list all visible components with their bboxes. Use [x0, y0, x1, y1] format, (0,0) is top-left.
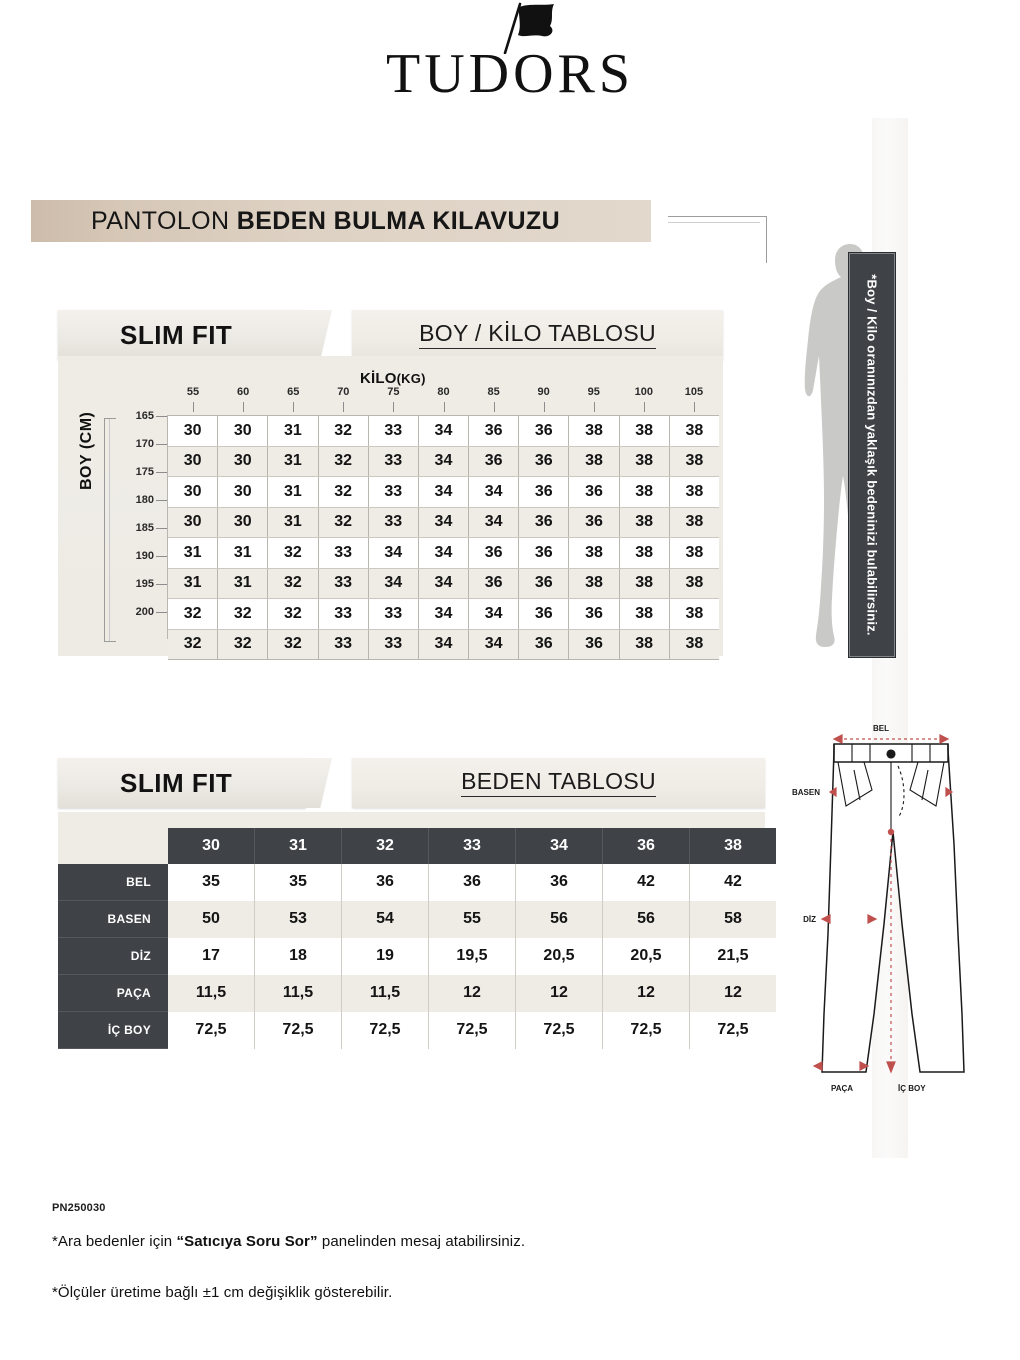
measurements-table: [58, 828, 776, 1049]
table-row: [168, 507, 719, 538]
size-cell: 33: [368, 507, 418, 538]
size-cell: 38: [669, 599, 719, 630]
table-header-row: [58, 828, 776, 864]
size-cell: 32: [318, 416, 368, 446]
size-cell: 30: [168, 416, 218, 446]
size-cell: 34: [418, 538, 468, 569]
size-cell: 30: [218, 446, 268, 477]
size-cell: 36: [519, 538, 569, 569]
size-cell: 36: [469, 446, 519, 477]
size-cell: 34: [469, 477, 519, 508]
page-title-banner: [31, 200, 651, 242]
size-cell: 32: [168, 599, 218, 630]
measure-label: PAÇA: [58, 975, 168, 1012]
kilo-axis-label: [360, 370, 426, 387]
boy-tick-180: 180: [135, 494, 154, 506]
size-cell: 38: [619, 599, 669, 630]
size-cell: 38: [619, 416, 669, 446]
size-cell: 31: [268, 507, 318, 538]
boy-axis-bracket: [104, 418, 116, 642]
section2-fit-tab: [58, 758, 306, 808]
size-column-header: 36: [603, 828, 690, 864]
measure-value: 72,5: [690, 1012, 777, 1049]
pants-label-diz: DİZ: [803, 915, 816, 924]
size-cell: 32: [268, 538, 318, 569]
size-cell: 31: [268, 416, 318, 446]
size-cell: 31: [168, 538, 218, 569]
kilo-tickmark: [293, 402, 294, 412]
measure-label: BEL: [58, 864, 168, 901]
table-row: [58, 901, 776, 938]
measure-value: 54: [342, 901, 429, 938]
measure-value: 36: [342, 864, 429, 901]
size-cell: 31: [218, 568, 268, 599]
boy-tick-labels: [118, 410, 154, 638]
boy-tick-190: 190: [135, 550, 154, 562]
measure-value: 42: [690, 864, 777, 901]
kilo-tick-75: 75: [387, 386, 400, 398]
size-cell: 30: [168, 446, 218, 477]
boy-axis-label: BOY (CM): [78, 411, 95, 490]
footer-note-2: *Ölçüler üretime bağlı ±1 cm değişiklik gösterebilir.: [52, 1284, 393, 1301]
size-cell: 33: [318, 629, 368, 660]
measure-value: 19,5: [429, 938, 516, 975]
size-cell: 30: [218, 507, 268, 538]
kilo-tick-85: 85: [487, 386, 500, 398]
kilo-tick-80: 80: [437, 386, 450, 398]
kilo-tickmark: [694, 402, 695, 412]
table-row: [168, 446, 719, 477]
kilo-axis-label-text: KİLO: [360, 370, 397, 387]
size-cell: 34: [469, 507, 519, 538]
size-cell: 30: [168, 507, 218, 538]
size-cell: 33: [368, 477, 418, 508]
measure-label: İÇ BOY: [58, 1012, 168, 1049]
side-note-bar: [848, 252, 896, 658]
kilo-tickmark: [393, 402, 394, 412]
size-cell: 38: [669, 568, 719, 599]
size-cell: 38: [619, 538, 669, 569]
size-cell: 34: [418, 446, 468, 477]
measure-value: 11,5: [342, 975, 429, 1012]
table-row: [58, 975, 776, 1012]
measure-value: 42: [603, 864, 690, 901]
boy-tick-195: 195: [135, 578, 154, 590]
kilo-tick-marks: [131, 402, 719, 412]
size-cell: 30: [168, 477, 218, 508]
brand-name: TUDORS: [385, 43, 635, 105]
footer-note-1: [52, 1233, 752, 1250]
kilo-tick-100: 100: [634, 386, 654, 398]
size-cell: 32: [218, 629, 268, 660]
footer-note-1-bold: “Satıcıya Soru Sor”: [176, 1233, 318, 1250]
measure-value: 20,5: [516, 938, 603, 975]
size-cell: 36: [569, 477, 619, 508]
table-row: [168, 568, 719, 599]
measure-value: 12: [603, 975, 690, 1012]
size-cell: 38: [669, 477, 719, 508]
size-cell: 32: [318, 507, 368, 538]
size-cell: 34: [368, 538, 418, 569]
size-cell: 36: [469, 538, 519, 569]
measure-value: 20,5: [603, 938, 690, 975]
size-cell: 36: [469, 416, 519, 446]
page-title-thin: PANTOLON: [91, 206, 230, 235]
table-row: [168, 477, 719, 508]
measure-value: 11,5: [168, 975, 255, 1012]
measure-value: 12: [690, 975, 777, 1012]
size-cell: 34: [469, 629, 519, 660]
page-title-bold: BEDEN BULMA KILAVUZU: [236, 206, 561, 235]
kilo-tickmark: [544, 402, 545, 412]
measure-value: 35: [168, 864, 255, 901]
size-cell: 33: [318, 568, 368, 599]
size-cell: 38: [569, 538, 619, 569]
size-cell: 33: [318, 538, 368, 569]
size-cell: 38: [619, 629, 669, 660]
size-cell: 34: [368, 568, 418, 599]
table-row: [168, 416, 719, 446]
side-note-text: *Boy / Kilo oranınızdan yaklaşık bedeninizi bulabilirsiniz.: [864, 274, 880, 636]
table-row: [168, 599, 719, 630]
size-cell: 32: [268, 629, 318, 660]
banner-angle-clip: [304, 758, 332, 808]
kilo-tick-labels: [131, 386, 719, 400]
measure-value: 12: [429, 975, 516, 1012]
measure-value: 72,5: [603, 1012, 690, 1049]
size-cell: 34: [418, 477, 468, 508]
footer: [52, 1202, 752, 1301]
size-cell: 31: [168, 568, 218, 599]
size-cell: 31: [268, 477, 318, 508]
boy-tick-200: 200: [135, 606, 154, 618]
kilo-tickmark: [193, 402, 194, 412]
pants-label-icboy: İÇ BOY: [898, 1084, 926, 1093]
measure-value: 19: [342, 938, 429, 975]
measure-value: 17: [168, 938, 255, 975]
size-column-header: 38: [690, 828, 777, 864]
section1-fit-label: SLIM FIT: [120, 319, 233, 350]
size-cell: 38: [669, 446, 719, 477]
section1-banner: [58, 310, 723, 360]
kilo-tickmark: [594, 402, 595, 412]
size-cell: 36: [519, 507, 569, 538]
section1-title-tab: [352, 310, 723, 360]
size-cell: 38: [669, 507, 719, 538]
kilo-tickmark: [444, 402, 445, 412]
size-cell: 31: [268, 446, 318, 477]
table-row: [58, 1012, 776, 1049]
kilo-tick-105: 105: [684, 386, 704, 398]
measure-value: 56: [603, 901, 690, 938]
footer-note-1-pre: *Ara bedenler için: [52, 1233, 177, 1250]
measure-value: 11,5: [255, 975, 342, 1012]
size-cell: 36: [519, 416, 569, 446]
measure-value: 50: [168, 901, 255, 938]
kilo-tick-60: 60: [237, 386, 250, 398]
kilo-tick-65: 65: [287, 386, 300, 398]
size-cell: 36: [469, 568, 519, 599]
size-cell: 33: [318, 599, 368, 630]
footer-note-1-post: panelinden mesaj atabilirsiniz.: [317, 1233, 526, 1250]
measure-value: 72,5: [429, 1012, 516, 1049]
size-column-header: 32: [342, 828, 429, 864]
kilo-tick-70: 70: [337, 386, 350, 398]
size-cell: 36: [519, 568, 569, 599]
measure-value: 72,5: [342, 1012, 429, 1049]
kilo-tick-90: 90: [537, 386, 550, 398]
size-cell: 34: [418, 599, 468, 630]
size-cell: 38: [569, 568, 619, 599]
flag-icon: [498, 2, 572, 54]
size-cell: 33: [368, 599, 418, 630]
size-cell: 38: [669, 416, 719, 446]
brand-logo: [0, 43, 1020, 105]
table-row: [58, 864, 776, 901]
size-cell: 36: [519, 629, 569, 660]
kilo-tick-55: 55: [186, 386, 200, 398]
section1-fit-tab: [58, 310, 306, 360]
size-cell: 38: [669, 629, 719, 660]
kilo-axis-unit: (KG): [396, 371, 426, 386]
boy-tick-185: 185: [135, 522, 154, 534]
size-cell: 32: [168, 629, 218, 660]
boy-tick-175: 175: [135, 466, 154, 478]
section2-banner: [58, 758, 765, 808]
pants-label-paca: PAÇA: [830, 1084, 854, 1093]
banner-angle-clip: [304, 310, 332, 360]
size-cell: 34: [469, 599, 519, 630]
boy-tick-170: 170: [135, 438, 154, 450]
size-cell: 32: [318, 477, 368, 508]
size-cell: 30: [218, 416, 268, 446]
pants-label-bel: BEL: [873, 724, 889, 733]
measure-label: DİZ: [58, 938, 168, 975]
kilo-tick-95: 95: [587, 386, 600, 398]
size-cell: 36: [569, 629, 619, 660]
size-cell: 38: [669, 538, 719, 569]
size-cell: 38: [619, 446, 669, 477]
measure-value: 18: [255, 938, 342, 975]
measure-value: 53: [255, 901, 342, 938]
measure-value: 72,5: [516, 1012, 603, 1049]
size-cell: 34: [418, 507, 468, 538]
measure-value: 72,5: [168, 1012, 255, 1049]
product-code: PN250030: [52, 1202, 106, 1214]
size-cell: 32: [318, 446, 368, 477]
measure-value: 21,5: [690, 938, 777, 975]
kilo-tickmark: [243, 402, 244, 412]
size-cell: 34: [418, 416, 468, 446]
size-cell: 38: [619, 477, 669, 508]
kilo-tickmark: [343, 402, 344, 412]
size-cell: 33: [368, 629, 418, 660]
kilo-tickmark: [644, 402, 645, 412]
measure-value: 72,5: [255, 1012, 342, 1049]
boy-tick-165: 165: [135, 410, 154, 422]
measure-label: BASEN: [58, 901, 168, 938]
size-cell: 32: [268, 599, 318, 630]
pants-label-basen: BASEN: [791, 788, 820, 797]
size-column-header: 31: [255, 828, 342, 864]
size-cell: 32: [218, 599, 268, 630]
measure-value: 58: [690, 901, 777, 938]
measure-value: 55: [429, 901, 516, 938]
table-row: [168, 629, 719, 660]
size-cell: 36: [519, 446, 569, 477]
table-corner-cell: [58, 828, 168, 864]
page-title: [91, 206, 561, 235]
size-cell: 32: [268, 568, 318, 599]
section1-title: BOY / KİLO TABLOSU: [419, 321, 656, 348]
size-cell: 33: [368, 416, 418, 446]
size-cell: 33: [368, 446, 418, 477]
size-cell: 34: [418, 568, 468, 599]
size-column-header: 30: [168, 828, 255, 864]
title-decor-bracket: [668, 216, 767, 263]
measure-value: 12: [516, 975, 603, 1012]
size-cell: 38: [619, 568, 669, 599]
height-weight-table: [168, 416, 719, 660]
section2-title: BEDEN TABLOSU: [461, 769, 656, 796]
measure-value: 35: [255, 864, 342, 901]
size-cell: 36: [569, 507, 619, 538]
size-cell: 36: [519, 477, 569, 508]
kilo-tickmark: [494, 402, 495, 412]
size-column-header: 33: [429, 828, 516, 864]
table-row: [168, 538, 719, 569]
size-cell: 31: [218, 538, 268, 569]
size-cell: 38: [569, 416, 619, 446]
size-cell: 38: [619, 507, 669, 538]
size-cell: 36: [519, 599, 569, 630]
section2-fit-label: SLIM FIT: [120, 767, 233, 798]
measure-value: 36: [516, 864, 603, 901]
pants-technical-drawing: [786, 714, 996, 1104]
measure-value: 36: [429, 864, 516, 901]
size-cell: 34: [418, 629, 468, 660]
size-cell: 38: [569, 446, 619, 477]
size-column-header: 34: [516, 828, 603, 864]
section2-title-tab: [352, 758, 765, 808]
measure-value: 56: [516, 901, 603, 938]
size-cell: 36: [569, 599, 619, 630]
size-cell: 30: [218, 477, 268, 508]
table-row: [58, 938, 776, 975]
